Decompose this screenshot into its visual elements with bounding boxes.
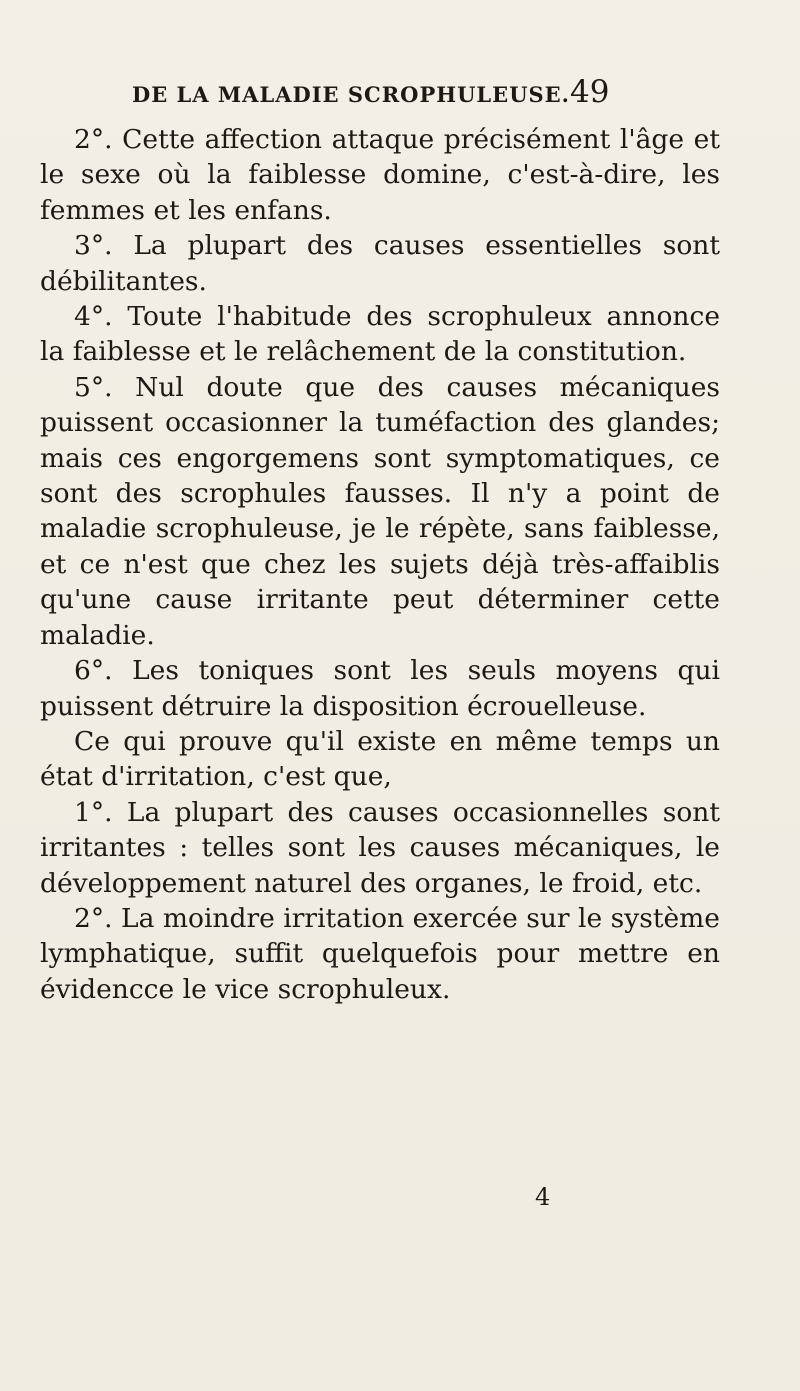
paragraph-5: 5°. Nul doute que des causes mécaniques puissent occasionner la tuméfaction des glandes; mais ces engorgemens sont symptomatiques, ce sont des scrophules fausses. Il n'y a point de maladie scrophuleuse, je le répète, sans faiblesse, et ce n'est que chez les sujets déjà très-affaiblis qu'une cause irritante peut déterminer cette maladie.: [40, 371, 720, 651]
paragraph-6: 6°. Les toniques sont les seuls moyens qui puissent détruire la disposition écrouelleuse.: [40, 655, 720, 722]
paragraph-irritation-1: 1°. La plupart des causes occasionnelles sont irritantes : telles sont les causes mécaniques, le développement naturel des organes, le froid, etc.: [40, 796, 720, 899]
body-text: [40, 122, 720, 1007]
paragraph-3: 3°. La plupart des causes essentielles sont débilitantes.: [40, 230, 720, 297]
running-title: DE LA MALADIE SCROPHULEUSE.: [132, 82, 570, 107]
paragraph-4: 4°. Toute l'habitude des scrophuleux annonce la faiblesse et le relâchement de la constitution.: [40, 301, 720, 368]
signature-mark: 4: [535, 1183, 551, 1211]
paragraph-irritation-2: 2°. La moindre irritation exercée sur le système lymphatique, suffit quelquefois pour mettre en évidencce le vice scrophuleux.: [40, 902, 720, 1005]
paragraph-irritation-intro: Ce qui prouve qu'il existe en même temps un état d'irritation, c'est que,: [40, 725, 720, 793]
page-number: 49: [570, 74, 610, 110]
paragraph-2: 2°. Cette affection attaque précisément l'âge et le sexe où la faiblesse domine, c'est-à-dire, les femmes et les enfans.: [40, 124, 720, 226]
